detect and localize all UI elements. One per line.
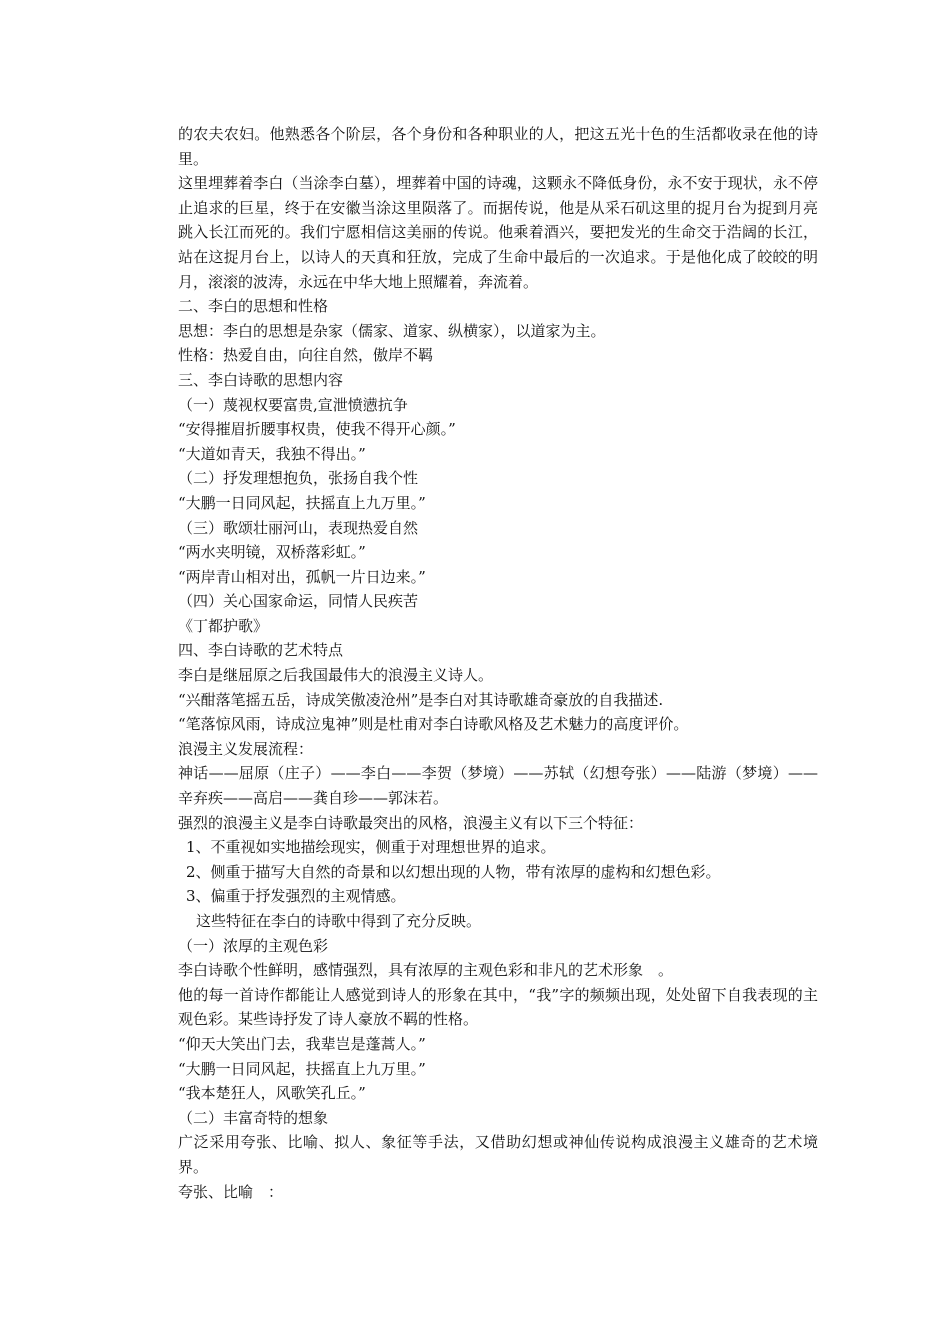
paragraph: 他的每一首诗作都能让人感觉到诗人的形象在其中，“我”字的频频出现，处处留下自我表现的主观色彩。某些诗抒发了诗人豪放不羁的性格。 <box>178 985 818 1029</box>
section-heading: 三、李白诗歌的思想内容 <box>178 370 344 389</box>
section-heading: 二、李白的思想和性格 <box>178 297 329 316</box>
quote-line: “仰天大笑出门去，我辈岂是蓬蒿人。” <box>178 1034 426 1053</box>
section-heading: 四、李白诗歌的艺术特点 <box>178 641 344 660</box>
paragraph: 的农夫农妇。他熟悉各个阶层，各个身份和各种职业的人，把这五光十色的生活都收录在他的诗里。 <box>178 125 818 168</box>
subsection-heading: （三）歌颂壮丽河山，表现热爱自然 <box>178 518 419 537</box>
paragraph: 李白是继屈原之后我国最伟大的浪漫主义诗人。 <box>178 666 494 685</box>
list-item: 2、侧重于描写大自然的奇景和以幻想出现的人物，带有浓厚的虚构和幻想色彩。 <box>186 862 721 881</box>
paragraph: 夸张、比喻 ： <box>178 1182 284 1201</box>
paragraph: 广泛采用夸张、比喻、拟人、象征等手法，又借助幻想或神仙传说构成浪漫主义雄奇的艺术境界。 <box>178 1133 818 1176</box>
quote-line: “两岸青山相对出，孤帆一片日边来。” <box>178 567 426 586</box>
quote-line: “大道如青天，我独不得出。” <box>178 444 366 463</box>
document-page <box>178 122 818 1204</box>
paragraph: 思想：李白的思想是杂家（儒家、道家、纵横家），以道家为主。 <box>178 321 606 340</box>
quote-line: “安得摧眉折腰事权贵，使我不得开心颜。” <box>178 420 456 439</box>
quote-line: “我本楚狂人，风歌笑孔丘。” <box>178 1084 366 1103</box>
paragraph: 强烈的浪漫主义是李白诗歌最突出的风格，浪漫主义有以下三个特征： <box>178 813 644 832</box>
paragraph: “笔落惊风雨，诗成泣鬼神”则是杜甫对李白诗歌风格及艺术魅力的高度评价。 <box>178 715 689 734</box>
paragraph: 神话——屈原（庄子）——李白——李贺（梦境）——苏轼（幻想夸张）——陆游（梦境）——辛弃疾——高启——龚自珍——郭沫若。 <box>178 764 818 808</box>
paragraph: “兴酣落笔摇五岳，诗成笑傲凌沧州”是李白对其诗歌雄奇豪放的自我描述. <box>178 690 664 709</box>
list-item: 3、偏重于抒发强烈的主观情感。 <box>186 887 406 906</box>
quote-line: “大鹏一日同风起，扶摇直上九万里。” <box>178 1059 426 1078</box>
paragraph: 李白诗歌个性鲜明，感情强烈，具有浓厚的主观色彩和非凡的艺术形象 。 <box>178 961 674 980</box>
paragraph: 这些特征在李白的诗歌中得到了充分反映。 <box>196 912 482 930</box>
paragraph: 浪漫主义发展流程： <box>178 739 314 758</box>
poem-title: 《丁都护歌》 <box>178 616 269 635</box>
list-item: 1、不重视如实地描绘现实，侧重于对理想世界的追求。 <box>186 838 556 857</box>
subsection-heading: （二）丰富奇特的想象 <box>178 1108 329 1127</box>
subsection-heading: （一）蔑视权要富贵,宣泄愤懑抗争 <box>178 395 408 414</box>
subsection-heading: （四）关心国家命运，同情人民疾苦 <box>178 592 419 611</box>
quote-line: “两水夹明镜，双桥落彩虹。” <box>178 543 366 562</box>
quote-line: “大鹏一日同风起，扶摇直上九万里。” <box>178 493 426 512</box>
paragraph: 性格：热爱自由，向往自然，傲岸不羁 <box>178 346 434 365</box>
subsection-heading: （一）浓厚的主观色彩 <box>178 936 329 955</box>
subsection-heading: （二）抒发理想抱负，张扬自我个性 <box>178 469 419 488</box>
paragraph: 这里埋葬着李白（当涂李白墓），埋葬着中国的诗魂，这颗永不降低身份，永不安于现状，永不停止追求的巨星，终于在安徽当涂这里陨落了。而据传说，他是从采石矶这里的捉月台为捉到月亮跳入长江而死的。我们宁愿相信这美丽的传说。他乘着酒兴，要把发光的生命交于浩阔的长江，站在这捉月台上，以诗人的天真和狂放，完成了生命中最后的一次追求。于是他化成了皎皎的明月，滚滚的波涛，永远在中华大地上照耀着，奔流着。 <box>178 174 818 291</box>
